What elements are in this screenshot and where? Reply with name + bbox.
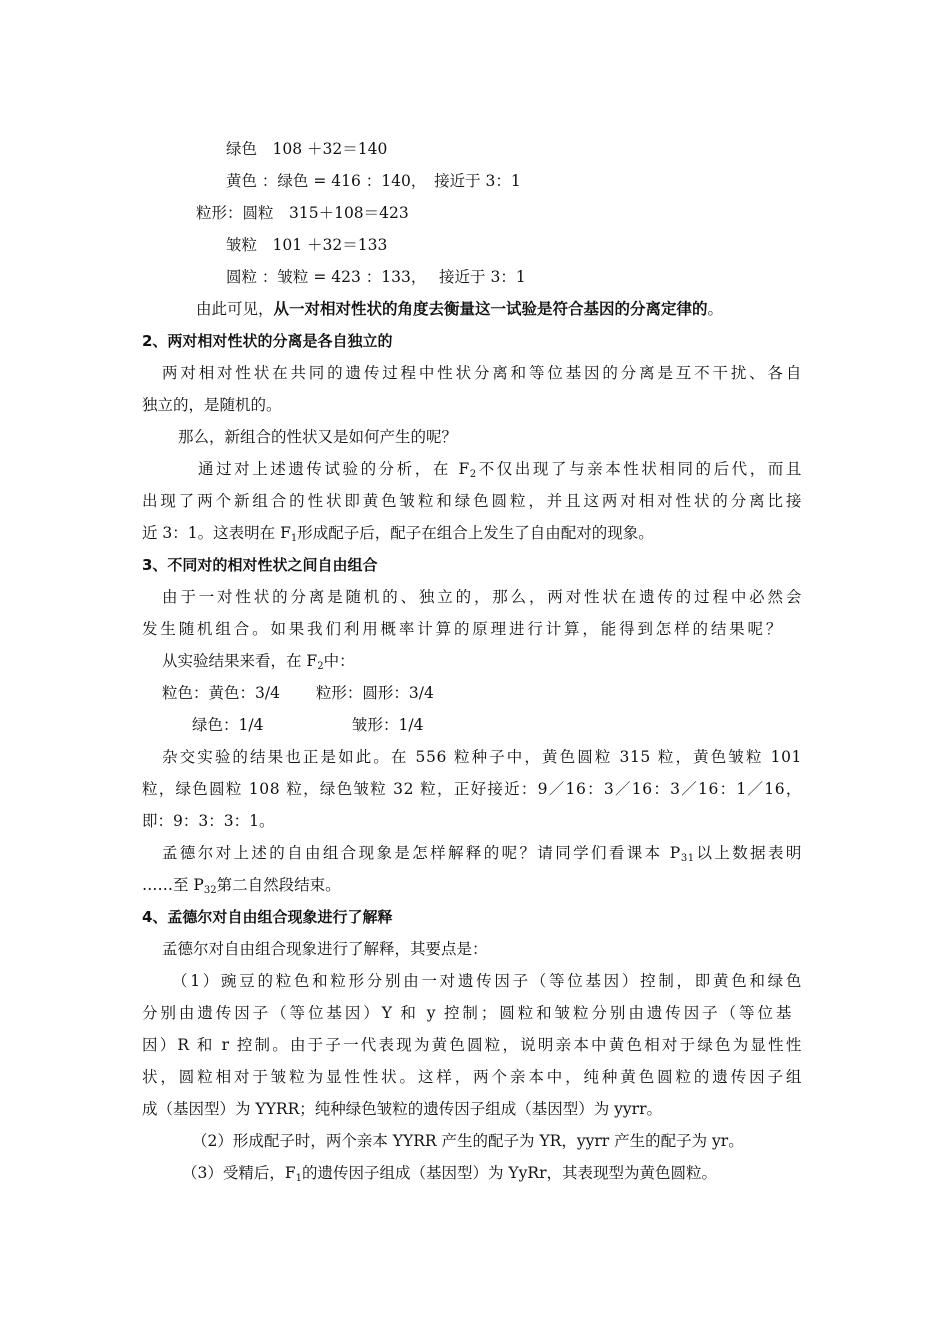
green-count-line: 绿色 108 ＋32＝140 [226, 140, 388, 158]
section3-heading: 3、不同对的相对性状之间自由组合 [142, 556, 378, 574]
section4-pt1-line2: 分别由遗传因子（等位基因）Y 和 y 控制；圆粒和皱粒分别由遗传因子（等位基 [142, 1004, 792, 1022]
section2-heading: 2、两对相对性状的分离是各自独立的 [142, 332, 393, 350]
section4-pt3 [182, 1163, 717, 1183]
section3-p1-line2: 发生随机组合。如果我们利用概率计算的原理进行计算，能得到怎样的结果呢？ [142, 620, 782, 638]
section3-p3-line3: 即：9：3：3：1。 [142, 812, 275, 830]
section2-p3-line3-pre: 近 3：1。这表明在 F [142, 524, 291, 542]
section4-pt1-line5: 成（基因型）为 YYRR；纯种绿色皱粒的遗传因子组成（基因型）为 yyrr。 [142, 1100, 662, 1118]
section3-p2 [162, 651, 355, 671]
section3-p2-pre: 从实验结果来看，在 F [162, 652, 318, 670]
prob-row1: 粒色：黄色：3/4 粒形：圆形：3/4 [162, 684, 434, 702]
section2-p3-line3 [142, 523, 654, 543]
section4-pt1-line3: 因）R 和 r 控制。由于子一代表现为黄色圆粒，说明亲本中黄色相对于绿色为显性性 [142, 1036, 802, 1054]
section2-p1-line1: 两对相对性状在共同的遗传过程中性状分离和等位基因的分离是互不干扰、各自 [162, 364, 802, 382]
section3-p4-line2 [142, 875, 341, 895]
f2-subscript-2: 2 [317, 661, 324, 672]
f1-subscript-2: 1 [295, 1173, 302, 1184]
section3-p1-line1: 由于一对性状的分离是随机的、独立的，那么，两对性状在遗传的过程中必然会 [162, 588, 802, 606]
section4-pt2: （2）形成配子时，两个亲本 YYRR 产生的配子为 YR，yyrr 产生的配子为 yr。 [192, 1132, 744, 1150]
section3-p4-line2-post: 第二自然段结束。 [216, 876, 341, 894]
p32-subscript: 32 [203, 885, 217, 896]
conclusion-tail: 。 [707, 300, 724, 318]
prob-wrinkled: 皱形：1/4 [352, 716, 424, 734]
section2-p1-line2: 独立的，是随机的。 [142, 396, 282, 414]
section4-pt1-line1: （1）豌豆的粒色和粒形分别由一对遗传因子（等位基因）控制，即黄色和绿色 [172, 972, 802, 990]
section4-pt3-post: 的遗传因子组成（基因型）为 YyRr，其表现型为黄色圆粒。 [302, 1164, 717, 1182]
section2-p3-line1-post: 不仅出现了与亲本性状相同的后代，而且 [476, 460, 802, 478]
f2-subscript: 2 [469, 469, 477, 480]
conclusion-bold: 从一对相对性状的角度去衡量这一试验是符合基因的分离定律的 [273, 300, 708, 318]
prob-green: 绿色：1/4 [192, 716, 264, 734]
wrinkled-count-line: 皱粒 101 ＋32＝133 [226, 236, 388, 254]
section3-p3-line2: 粒，绿色圆粒 108 粒，绿色皱粒 32 粒，正好接近：9／16：3／16：3／16：1／16， [142, 780, 802, 798]
section3-p2-post: 中： [323, 652, 355, 670]
section2-p3-line1 [198, 459, 802, 479]
conclusion-lead: 由此可见， [196, 300, 274, 318]
section3-p4-line1-post: 以上数据表明 [694, 844, 802, 862]
p31-subscript: 31 [680, 853, 695, 864]
section2-p3-line2: 出现了两个新组合的性状即黄色皱粒和绿色圆粒，并且这两对相对性状的分离比接 [142, 492, 802, 510]
f1-subscript: 1 [290, 533, 298, 544]
section3-p3-line1: 杂交实验的结果也正是如此。在 556 粒种子中，黄色圆粒 315 粒，黄色皱粒 101 [162, 748, 802, 766]
round-wrinkled-ratio-line: 圆粒 ：皱粒 = 423 ：133， 接近于 3：1 [226, 268, 526, 286]
section3-p4-line1-pre: 孟德尔对上述的自由组合现象是怎样解释的呢？请同学们看课本 P [162, 844, 681, 862]
section2-p2: 那么，新组合的性状又是如何产生的呢？ [178, 428, 458, 446]
section2-p3-line3-post: 形成配子后，配子在组合上发生了自由配对的现象。 [297, 524, 654, 542]
shape-round-line: 粒形：圆粒 315＋108＝423 [196, 204, 409, 222]
conclusion-line [196, 299, 723, 319]
section4-pt3-pre: （3）受精后，F [182, 1164, 296, 1182]
section2-p3-line1-pre: 通过对上述遗传试验的分析，在 F [198, 460, 470, 478]
section3-p4-line1 [162, 843, 802, 863]
section4-heading: 4、孟德尔对自由组合现象进行了解释 [142, 908, 393, 926]
section4-pt1-line4: 状，圆粒相对于皱粒为显性性状。这样，两个亲本中，纯种黄色圆粒的遗传因子组 [142, 1068, 802, 1086]
yellow-green-ratio-line: 黄色 ：绿色 = 416 ：140， 接近于 3：1 [226, 172, 521, 190]
section4-intro: 孟德尔对自由组合现象进行了解释，其要点是： [162, 940, 488, 958]
section3-p4-line2-pre: ……至 P [142, 876, 204, 894]
